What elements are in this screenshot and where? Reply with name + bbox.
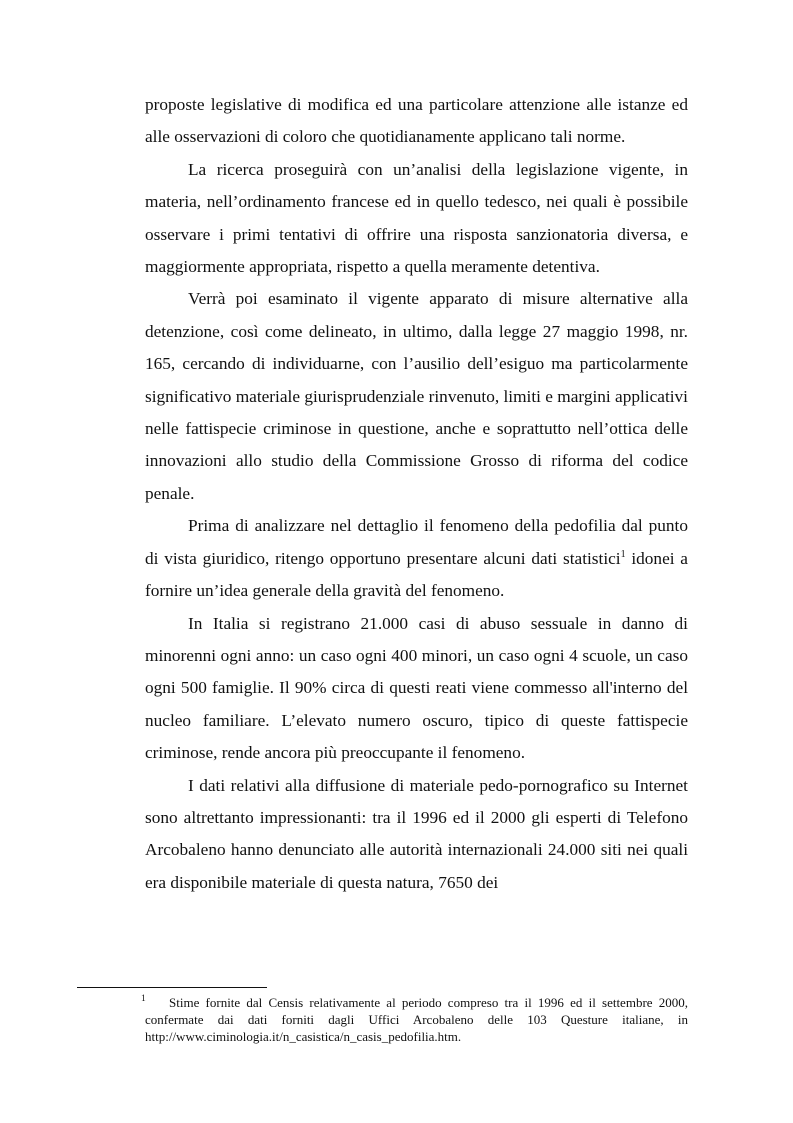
- footnote: [141, 994, 688, 1045]
- paragraph-text: Prima di analizzare nel dettaglio il fenomeno della pedofilia dal punto di vista giuridico, ritengo opportuno presentare alcuni dati statistici: [145, 516, 688, 568]
- footnote-reference: 1: [620, 548, 626, 560]
- paragraph: Verrà poi esaminato il vigente apparato di misure alternative alla detenzione, così come delineato, in ultimo, dalla legge 27 maggio 1998, nr. 165, cercando di individuarne, con l’ausilio dell’esiguo ma particolarmente significativo materiale giurisprudenziale rinvenuto, limiti e margini applicativi nelle fattispecie criminose in questione, anche e soprattutto nell’ottica delle innovazioni allo studio della Commissione Grosso di riforma del codice penale.: [145, 289, 688, 503]
- footnote-mark: 1: [141, 994, 146, 1004]
- paragraph: proposte legislative di modifica ed una particolare attenzione alle istanze ed alle osservazioni di coloro che quotidianamente applicano tali norme.: [145, 95, 688, 147]
- body-text: [145, 89, 688, 899]
- paragraph-with-footnote-ref: [145, 510, 688, 607]
- footnote-text: Stime fornite dal Censis relativamente al periodo compreso tra il 1996 ed il settembre 2000, confermate dai dati forniti dagli Uffici Arcobaleno delle 103 Questure italiane, in http://www.ciminologia.it/n_casistica/n_casis_pedofilia.htm.: [145, 995, 688, 1044]
- paragraph-text: idonei a fornire un’idea generale della gravità del fenomeno.: [145, 548, 688, 601]
- paragraph: La ricerca proseguirà con un’analisi della legislazione vigente, in materia, nell’ordinamento francese ed in quello tedesco, nei quali è possibile osservare i primi tentativi di offrire una risposta sanzionatoria diversa, e maggiormente appropriata, rispetto a quella meramente detentiva.: [145, 159, 688, 277]
- paragraph: In Italia si registrano 21.000 casi di abuso sessuale in danno di minorenni ogni anno: un caso ogni 400 minori, un caso ogni 4 scuole, un caso ogni 500 famiglie. Il 90% circa di questi reati viene commesso all'interno del nucleo familiare. L’elevato numero oscuro, tipico di queste fattispecie criminose, rende ancora più preoccupante il fenomeno.: [145, 613, 688, 763]
- footnote-separator: [77, 987, 267, 988]
- paragraph: I dati relativi alla diffusione di materiale pedo-pornografico su Internet sono altrettanto impressionanti: tra il 1996 ed il 2000 gli esperti di Telefono Arcobaleno hanno denunciato alle autorità internazionali 24.000 siti nei quali era disponibile materiale di questa natura, 7650 dei: [145, 775, 688, 892]
